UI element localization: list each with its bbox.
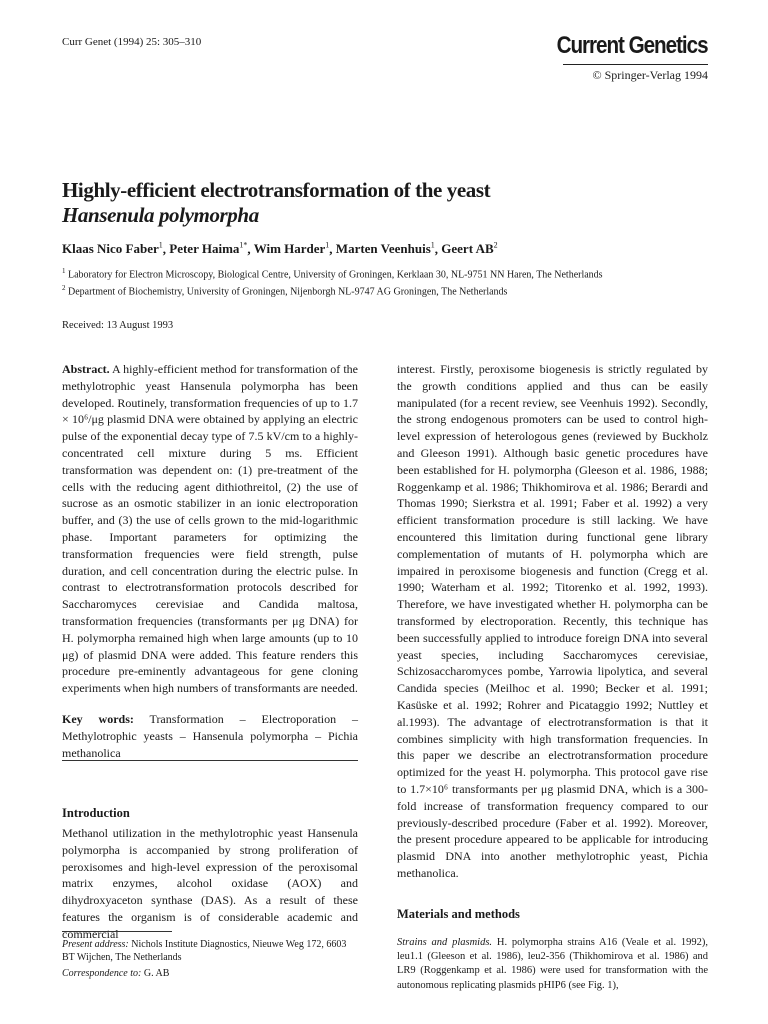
journal-title: Current Genetics	[557, 32, 708, 59]
journal-name	[532, 32, 708, 60]
keywords-rule	[62, 760, 358, 761]
right-column	[397, 361, 708, 882]
affiliations	[62, 265, 712, 299]
author: Wim Harder$^1$	[253, 241, 330, 257]
correspondence: Correspondence to: G. AB	[62, 967, 170, 979]
keywords: Key words: Transformation – Electroporation – Methylotrophic yeasts – Hansenula polymorpha – Pichia methanolica	[62, 711, 358, 760]
introduction-continued: interest. Firstly, peroxisome biogenesis is strictly regulated by the growth conditions applied and thus can be easily manipulated (for a recent review, see Veenhuis 1992). Secondly, the strong endogenous promoters can be used to control high-level expression of heterologous genes (reviewed by Buckholz and Gleeson 1991). Although basic genetic procedures have been established for H. polymorpha (Gleeson et al. 1986, 1988; Roggenkamp et al. 1986; Thikhomirova et al. 1986; Berardi and Thomas 1990; Sierkstra et al. 1991; Faber et al. 1992) a very efficient transformation procedure is still lacking. We have encountered this limitation during functional gene library complementation of mutants of H. polymorpha which are impaired in peroxisome biogenesis and function (Cregg et al. 1990; Waterham et al. 1992; Titorenko et al. 1992, 1993). Therefore, we have investigated whether H. polymorpha can be transformed by electroporation. Recently, this technique has been successfully applied to introduce foreign DNA into several yeast species, including Saccharomyces cerevisiae, Schizosaccharomyces pombe, Yarrowia lipolytica, and several Candida species (Meilhoc et al. 1990; Becker et al. 1991; Kasüske et al. 1992; Rohrer and Picataggio 1992; Nuttley et al.1993). The advantage of electrotransformation is that it combines simplicity with high transformation frequencies. In this paper we describe an electrotransformation procedure optimized for the yeast H. polymorpha. This protocol gave rise to 1.7×10⁶ transformants per μg plasmid DNA, which is a 300-fold increase of transformation frequency compared to our previously-described procedure (Faber et al. 1992). Moreover, the present procedure appeared to be applicable for introducing plasmid DNA into another methylotrophic yeast, Pichia methanolica.	[397, 362, 708, 880]
author: Marten Veenhuis$^1$	[335, 241, 435, 257]
footnotes	[62, 939, 358, 983]
left-column	[62, 361, 358, 761]
abstract: Abstract. A highly-efficient method for transformation of the methylotrophic yeast Hansenula polymorpha has been developed. Routinely, transformation frequencies of up to 1.7 × 10⁶/μg plasmid DNA were obtained by applying an electric pulse of the exponential decay type of 7.5 kV/cm to a highly-concentrated cell mixture during 5 ms. Efficient transformation was dependent on: (1) pre-treatment of the cells with the reducing agent dithiothreitol, (2) the use of sucrose as an osmotic stabilizer in an ionic electroporation buffer, and (3) the use of cells grown to the mid-logarithmic phase. Important parameters for optimizing the transformation frequencies were field strength, pulse duration, and cell concentration during the electric pulse. In contrast to electrotransformation protocols described for Saccharomyces cerevisiae and Candida maltosa, transformation frequencies (transformants per μg DNA) for H. polymorpha remained high when large amounts (up to 10 μg) of plasmid DNA were added. This feature renders this procedure pre-eminently advantageous for gene cloning experiments when high numbers of transformants are needed.	[62, 362, 359, 696]
affiliation-1: $^1$ Laboratory for Electron Microscopy, Biological Centre, University of Groningen, Kerklaan 30, NL-9751 NN Haren, The Netherlands	[62, 267, 603, 281]
author: Geert $AB^2$	[441, 241, 498, 257]
present-address: Present address: Nichols Institute Diagnostics, Nieuwe Weg 172, 6603 BT Wijchen, The Netherlands	[62, 939, 347, 963]
citation-line: Curr Genet (1994) 25: 305–310	[62, 36, 202, 48]
article-title	[62, 178, 702, 228]
affiliation-2: $^2$ Department of Biochemistry, University of Groningen, Nijenborgh NL-9747 AG Groningen, The Netherlands	[62, 283, 508, 298]
methods-heading: Materials and methods	[397, 907, 520, 921]
author-list: Klaas Nico Faber$^1$, Peter Haima$^{1*}$, Wim Harder$^1$, Marten Veenhuis$^1$, Geert $AB^2$	[62, 241, 498, 257]
introduction-heading: Introduction	[62, 806, 130, 820]
received-date: Received: 13 August 1993	[62, 320, 174, 331]
methods-text: Strains and plasmids. H. polymorpha strains A16 (Veale et al. 1992), leu1.1 (Gleeson et al. 1986), leu2-356 (Thikhomirova et al. 1986) and LR9 (Roggenkamp et al. 1986) were used for transformation with the autonomous replicating plasmids pHIP6 (see Fig. 1),	[397, 937, 708, 991]
introduction-text: Methanol utilization in the methylotrophic yeast Hansenula polymorpha is accompanied by strong proliferation of peroxisomes and high-level expression of the peroxisomal matrix enzymes, alcohol oxidase (AOX) and dihydroxyaceton synthase (DAS). As a result of these features the organism is of considerable academic and commercial	[62, 826, 358, 941]
author: Klaas Nico Faber$^1$	[62, 241, 163, 257]
title-line-2: Hansenula polymorpha	[62, 203, 259, 227]
publisher-line: © Springer-Verlag 1994	[592, 68, 708, 82]
title-line-1: Highly-efficient electrotransformation of the yeast	[62, 178, 491, 202]
footnote-rule	[62, 931, 172, 932]
author: Peter Haima$^{1*}$	[169, 241, 248, 257]
header-rule	[563, 64, 708, 65]
